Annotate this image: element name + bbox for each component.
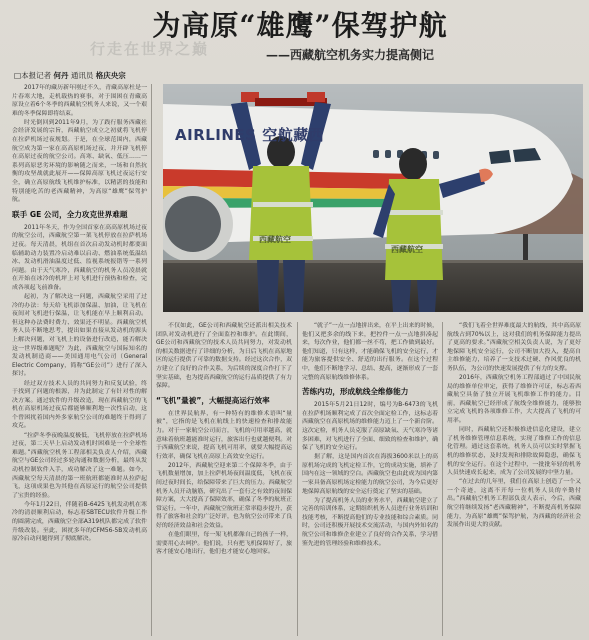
article-headline: 为高原“雄鹰”保驾护航 [152, 9, 448, 42]
vest-text-right: 西藏航空 [391, 245, 423, 254]
column-rule [151, 84, 152, 636]
byline [14, 70, 164, 82]
aircraft-livery-text: AIRLINES 空航藏西 [175, 126, 325, 144]
section-heading: “飞机”量被”，大幅提高运行效率 [156, 395, 270, 405]
column-rule [442, 322, 443, 636]
byline-author: 何丹 [53, 71, 69, 80]
article-photo [163, 84, 583, 312]
section-heading: 联手 GE 公司，全力攻克世界难题 [12, 209, 128, 219]
paragraph: 在他们眼里，每一架飞机都像自己的孩子一样，需要用心去呵护。他们说，只有把飞机保障好了，旅客才能安心地出行，他们也才能安心地回家。 [156, 532, 292, 556]
paragraph: “拉萨冬季夜晚温度极低，飞机停放在拉萨机场过夜，第二天早上启动发动机时困难是一个全球性难题。”西藏航空机务工程部相关负责人介绍，西藏航空与GE公司经过多轮沟通和数据分析，最终从发动机控制软件入手，成功解决了这一难题。如今，西藏航空每天清晨的第一班航班都能准时从拉萨起飞，这项成果也为其他在高原运行的航空公司提供了宝贵的经验。 [12, 432, 147, 499]
paragraph: 起初，为了解决这一问题，西藏航空采用了过冷的办法：每天给飞机添加保温、加油，让飞机在夜间对飞机进行保温，让飞机能在早上顺利启动。但这种办法费时费力、效果还不明显。西藏航空机务人员不断地思考，提出如果直接从发动机的源头上解决问题，对飞机上的设备进行改造，能否解决这一世界级难题呢？为此，西藏航空与国际知名的发动机制造商——美国通用电气公司（General Electric Company，简称“GE公司”）进行了深入探讨。 [12, 294, 147, 378]
paragraph: “就子”一点一点地拼出来，在平上出来的时候，他们又把多余的线下来，把控件一点一点地拼凑起来，每次作业，他们都一丝不苟，把工作做到最好。他们知道，只有这样，才能确保飞机的安全运行，才能为旅客提供安全、舒适的出行服务。在这个过程中，他们不断地学习、总结、提高，逐渐形成了一套完整的高原航线维修体系。 [302, 323, 438, 381]
paragraph: 2016年，西藏航空机务工程部通过了中国民航局的维修单位审定，获得了维修许可证，标志着西藏航空具备了独立开展飞机维修工作的能力。目前，西藏航空已经形成了航线全维修能力，能够独立完成飞机的各项维修工作，大大提高了飞机的可用率。 [447, 375, 581, 425]
paragraph: 2015年5月21日12时，编号为B-6473的飞机在拉萨机场顺利完成了首次全面定检工作，这标志着西藏航空在高原机场的维修能力迈上了一个新台阶。这次定检，机务人员克服了高原缺氧、天气寒冷等诸多困难，对飞机进行了全面、细致的检查和维护，确保了飞机的安全运行。 [302, 402, 438, 452]
paragraph: 为了提高机务人员的业务水平，西藏航空建立了完善的培训体系，定期组织机务人员进行业务培训和技能考核，不断提高他们的专业技能和综合素质。同时，公司还积极开展技术交流活动，与国内外知名的航空公司和维修企业建立了良好的合作关系，学习借鉴先进的管理经验和维修技术。 [302, 497, 438, 547]
section-heading: 苦练内功，形成航线全维修能力 [302, 387, 409, 397]
paragraph: 在世界民航界，有一种特有的维修术语叫“量被”，它指的是飞机在航线上的快速检查和排故能力。对于一家航空公司而言，飞机的可用率越高，就意味着航班越能准时运行，旅客出行也就越便利。对于西藏航空来说，提高飞机可用率，就要大幅提高运行效率，确保飞机在高原上高效安全运行。 [156, 410, 292, 460]
paragraph: 2012年，西藏航空迎来第二个保障冬季，由于飞机数量增加，加上拉萨机场夜间温度低，飞机在夜间过夜时间长，给保障带来了巨大的压力。西藏航空机务人员开动脑筋，研究出了一套行之有效的夜间保障方案，大大提高了保障效率，确保了冬季的航班正常运行。一年中，西藏航空航班正常率稳步提升，获得了旅客和社会的广泛好评，也为航空公司带来了良好的经济效益和社会效益。 [156, 462, 292, 529]
paragraph: “我们飞着全世界难度最大的航线，其中高高原航线占到70%以上，这对我们的机务保障能力提出了更高的要求。”西藏航空相关负责人说，为了更好地保障飞机安全运行，公司不断加大投入，提高自主维修能力，培养了一支技术过硬、作风优良的机务队伍，为公司的快速发展提供了有力的支撑。 [447, 323, 581, 372]
text-column-1 [12, 84, 147, 636]
article-subtitle: ——西藏航空机务实力提高侧记 [265, 48, 434, 62]
text-column-3 [302, 322, 438, 636]
paragraph: 不仅如此，GE公司和西藏航空还派出相关技术团队对发动机进行了全面监控和维护。在此期间，GE公司和西藏航空的技术人员共同努力，对发动机的相关数据进行了详细的分析，为日后飞机在高原地区的运行提供了可靠的数据支持。经过这次合作，双方建立了良好的合作关系，为后续的深度合作打下了坚实基础，也为提高西藏航空的运行品质提供了有力保障。 [156, 323, 292, 390]
vest-text-left: 西藏航空 [259, 235, 291, 244]
paragraph: 据了解，这是国内首次在海拔3600米以上的高原机场完成的飞机定检工作，它的成功实施，填补了国内在这一领域的空白。西藏航空也由此成为国内第一家具备高原机场定检能力的航空公司，为今后更好地保障高原航线的安全运行奠定了坚实的基础。 [302, 454, 438, 495]
paragraph: 2011年冬天，作为全国首家在高高原机场过夜的航空公司，西藏航空第一架飞机停放在拉萨机场过夜。每天清晨，机组在首次启动发动机时都要面临辅助动力装置冷启动难以启动、燃油系统低温结冰、发动机滑油温度过低、监视系统报错等一系列问题。由于天气寒冷，西藏航空的机务人员凌晨就在开始在冰冷的机坪上对飞机进行预热和检查，完成各项起飞前准备。 [12, 224, 147, 291]
paragraph: 经过双方技术人员的共同努力和反复试验，终于找到了问题的根源，并为此制定了有针对性的解决方案。通过软件的升级改造，现在西藏航空的飞机在高原机场过夜后都能够顺利地一次性启动，这个曾困扰着国内外多家航空公司的难题终于得到了攻克。 [12, 380, 147, 430]
paragraph: “在过去的几年里，我们在高原上创造了一个又一个奇迹，这离不开每一位机务人员的辛勤付出。”西藏航空机务工程部负责人表示，今后，西藏航空将继续发扬“老西藏精神”，不断提高机务保障能力，为高原“雄鹰”保驾护航，为西藏的经济社会发展作出更大的贡献。 [447, 479, 581, 529]
paragraph: 2017年的藏历新年刚过不久，青藏高原杜是一片春寒大地，走机载热的赛事，对于围困在青藏高原设立着6个冬季的西藏航空机务人来说，又一个艰难的冬季保障即将结束。 [12, 85, 147, 117]
background-watermark-line: 行走在世界之巅 [90, 40, 210, 56]
byline-prefix: □本报记者 [14, 71, 52, 80]
column-rule [297, 322, 298, 636]
paragraph: 今年1月22日，伴随着B-6425飞机发动机在寒冷的清晨顺利启动，标志着SBTECU软件升级工作的圆满完成，西藏航空全部A319机队都完成了软件升级改装。至此，困扰多年的CFM56-5B发动机高原冷启动问题得到了彻底解决。 [12, 501, 147, 543]
text-column-2 [156, 322, 292, 636]
byline-author-2: 格庆央宗 [95, 71, 126, 80]
byline-role: 通讯员 [70, 71, 94, 80]
photo-illustration [163, 84, 583, 312]
paragraph: 时光倒回到2011年9月，为了践行服务西藏社会经济发展的宗旨，西藏航空成立之初就将飞机停在拉萨机场过夜规划。于是，在全球范围内，西藏航空成为第一家在高高原机场过夜、并开辟飞机停在高原过夜的航空公司。高寒、缺氧、低压……一系列高原恶劣环境的影响随之而来，一场和自然抗衡的攻坚战就此展开——保障高原飞机过夜运行安全，确立高原航线飞机维护标准，以精湛的技能和特别能吃苦的老西藏精神，为高原“雄鹰”保驾护航。 [12, 119, 147, 204]
text-column-4 [447, 322, 581, 636]
paragraph: 同时，西藏航空还积极推进信息化建设，建立了机务维修管理信息系统，实现了维修工作的信息化管理。通过这套系统，机务人员可以实时掌握飞机的维修状态，及时发现和排除故障隐患，确保飞机的安全运行。在这个过程中，一批批年轻的机务人员快速成长起来，成为了公司发展的中坚力量。 [447, 427, 581, 477]
